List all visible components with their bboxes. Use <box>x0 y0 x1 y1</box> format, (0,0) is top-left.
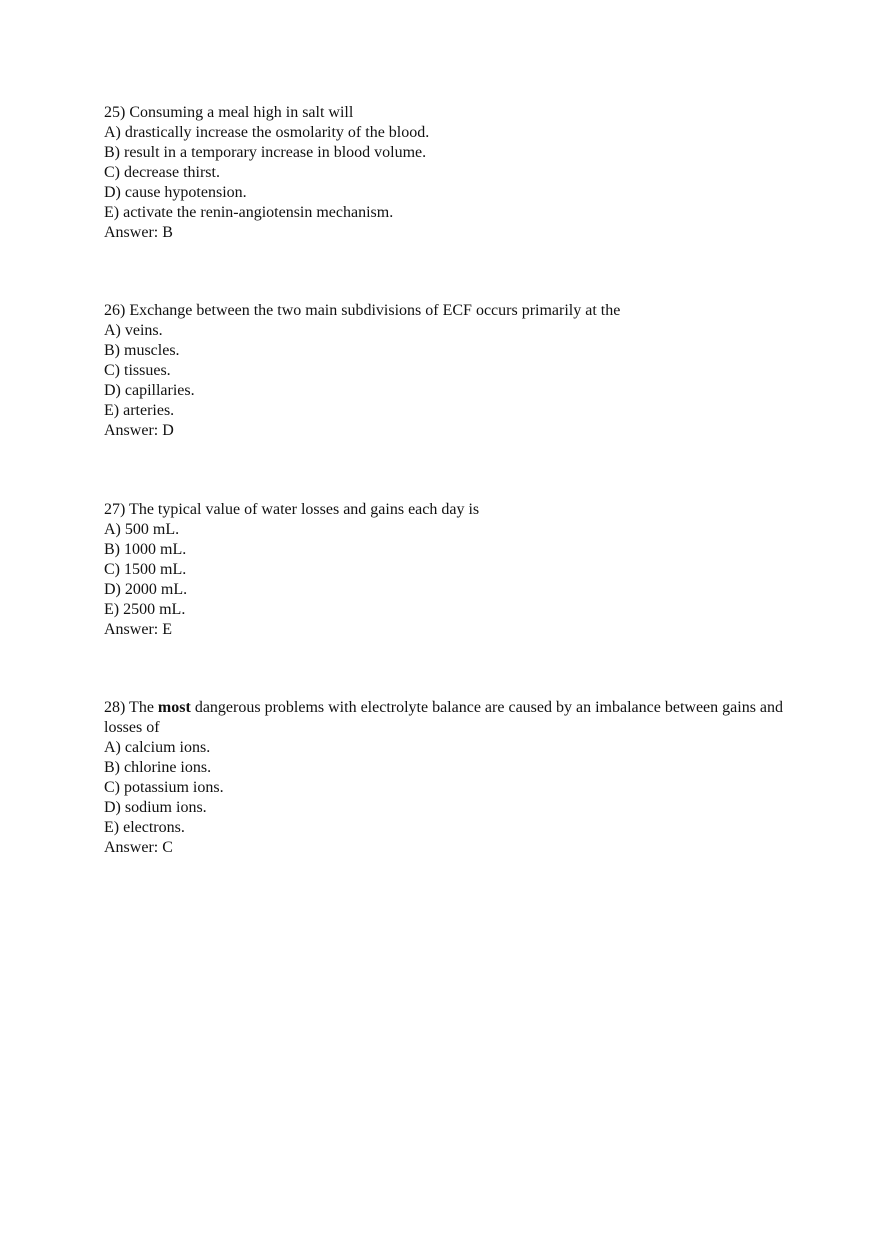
option-d: D) 2000 mL. <box>104 581 188 598</box>
question-stem: 26) Exchange between the two main subdivisions of ECF occurs primarily at the <box>104 302 621 319</box>
question-28 <box>104 698 784 858</box>
option-a: A) calcium ions. <box>104 739 211 756</box>
option-c: C) decrease thirst. <box>104 164 220 181</box>
answer: Answer: D <box>104 422 174 439</box>
option-b: B) chlorine ions. <box>104 759 212 776</box>
option-c: C) potassium ions. <box>104 779 224 796</box>
option-c: C) tissues. <box>104 362 171 379</box>
question-stem: 27) The typical value of water losses and gains each day is <box>104 501 480 518</box>
stem-prefix: 28) The <box>104 699 158 716</box>
option-b: B) result in a temporary increase in blood volume. <box>104 144 427 161</box>
question-stem <box>104 698 784 738</box>
option-c: C) 1500 mL. <box>104 561 187 578</box>
option-a: A) 500 mL. <box>104 521 180 538</box>
question-26 <box>104 301 784 441</box>
option-e: E) activate the renin-angiotensin mechanism. <box>104 204 394 221</box>
option-d: D) capillaries. <box>104 382 195 399</box>
answer: Answer: E <box>104 621 172 638</box>
option-d: D) sodium ions. <box>104 799 207 816</box>
question-stem: 25) Consuming a meal high in salt will <box>104 104 354 121</box>
stem-suffix: dangerous problems with electrolyte balance are caused by an imbalance between gains and losses of <box>104 699 784 736</box>
answer: Answer: C <box>104 839 173 856</box>
option-d: D) cause hypotension. <box>104 184 247 201</box>
option-a: A) drastically increase the osmolarity of the blood. <box>104 124 430 141</box>
option-e: E) electrons. <box>104 819 185 836</box>
option-e: E) arteries. <box>104 402 175 419</box>
option-a: A) veins. <box>104 322 163 339</box>
option-e: E) 2500 mL. <box>104 601 186 618</box>
option-b: B) muscles. <box>104 342 180 359</box>
option-b: B) 1000 mL. <box>104 541 187 558</box>
question-25 <box>104 103 784 243</box>
stem-emphasis: most <box>157 699 191 716</box>
question-27 <box>104 500 784 640</box>
answer: Answer: B <box>104 224 173 241</box>
